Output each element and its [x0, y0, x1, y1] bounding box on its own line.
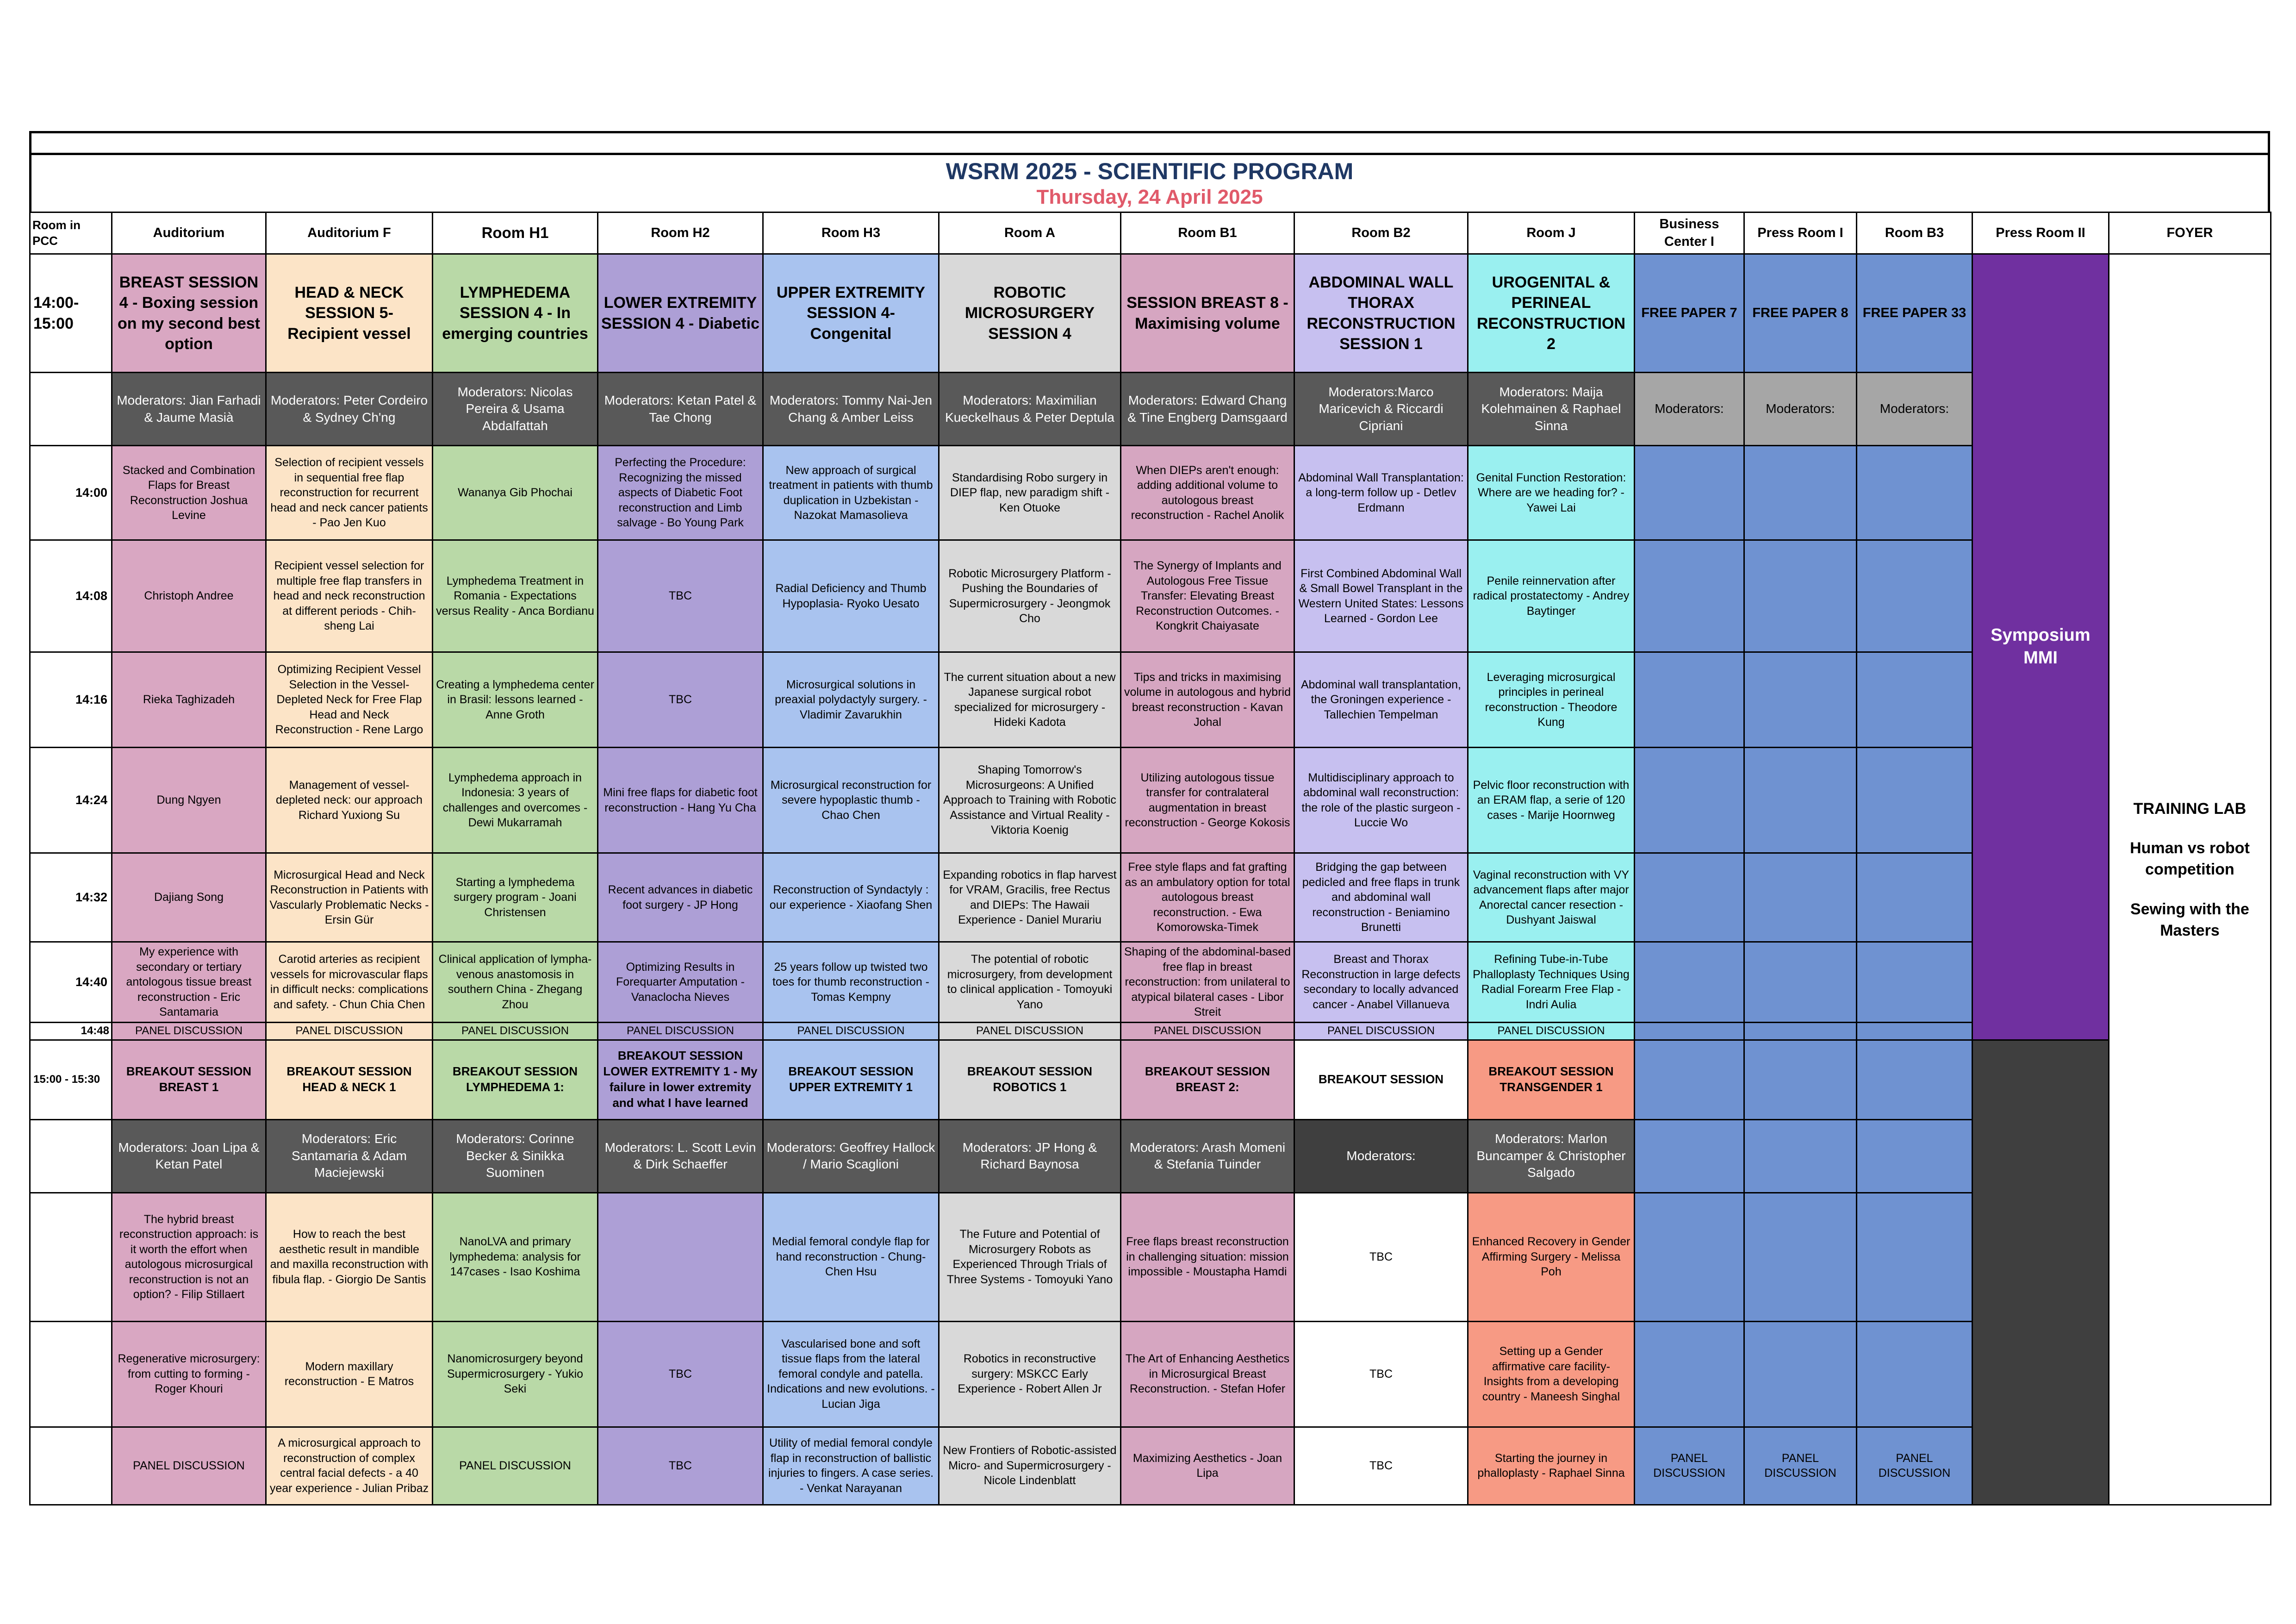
free-paper-cell	[1635, 652, 1744, 748]
moderators: Moderators: Ketan Patel & Tae Chong	[598, 373, 763, 446]
talk: Lymphedema Treatment in Romania - Expectations versus Reality - Anca Bordianu	[433, 540, 598, 652]
moderators: Moderators:	[1635, 373, 1744, 446]
session-row-2	[30, 1040, 2271, 1119]
talk: How to reach the best aesthetic result in mandible and maxilla reconstruction with fibula flap. - Giorgio De Santis	[266, 1193, 433, 1321]
empty-cell	[30, 1321, 112, 1427]
panel-discussion: PANEL DISCUSSION	[598, 1022, 763, 1040]
empty-cell	[30, 1193, 112, 1321]
panel-discussion: PANEL DISCUSSION	[433, 1022, 598, 1040]
free-paper-cell	[1635, 1022, 1744, 1040]
session-title: ABDOMINAL WALL THORAX RECONSTRUCTION SESSION 1	[1294, 254, 1468, 373]
talk: Microsurgical Head and Neck Reconstruction in Patients with Vascularly Problematic Necks - Ersin Gür	[266, 853, 433, 942]
free-paper-cell	[1744, 942, 1857, 1023]
session-title: BREAKOUT SESSION BREAST 2:	[1121, 1040, 1294, 1119]
room-header: Auditorium	[112, 212, 266, 254]
talk: Maximizing Aesthetics - Joan Lipa	[1121, 1427, 1294, 1505]
moderators: Moderators: Peter Cordeiro & Sydney Ch'ng	[266, 373, 433, 446]
free-paper-cell	[1635, 942, 1744, 1023]
room-header: Room H3	[763, 212, 939, 254]
moderators: Moderators: Tommy Nai-Jen Chang & Amber Leiss	[763, 373, 939, 446]
talk: Wananya Gib Phochai	[433, 446, 598, 540]
free-paper-cell	[1857, 446, 1972, 540]
talk: Multidisciplinary approach to abdominal wall reconstruction: the role of the plastic surgeon - Luccie Wo	[1294, 748, 1468, 853]
talk: TBC	[598, 652, 763, 748]
moderators: Moderators: Geoffrey Hallock / Mario Scaglioni	[763, 1119, 939, 1193]
session-title: BREAST SESSION 4 - Boxing session on my second best option	[112, 254, 266, 373]
symposium-label: Symposium MMI	[1991, 625, 2091, 668]
program-grid	[29, 212, 2271, 1505]
talk: Expanding robotics in flap harvest for VRAM, Gracilis, free Rectus and DIEPs: The Hawaii Experience - Daniel Murariu	[939, 853, 1121, 942]
talk: Free flaps breast reconstruction in challenging situation: mission impossible - Moustapha Hamdi	[1121, 1193, 1294, 1321]
talk: Microsurgical solutions in preaxial polydactyly surgery. - Vladimir Zavarukhin	[763, 652, 939, 748]
free-paper-cell	[1857, 748, 1972, 853]
room-header: Press Room I	[1744, 212, 1857, 254]
slot-time: 14:00	[30, 446, 112, 540]
free-paper-cell	[1635, 1040, 1744, 1119]
breakout-row	[30, 1193, 2271, 1321]
block-time: 15:00 - 15:30	[30, 1040, 112, 1119]
slot-row	[30, 942, 2271, 1023]
talk: NanoLVA and primary lymphedema: analysis for 147cases - Isao Koshima	[433, 1193, 598, 1321]
slot-row	[30, 853, 2271, 942]
talk: Radial Deficiency and Thumb Hypoplasia- Ryoko Uesato	[763, 540, 939, 652]
panel-discussion: PANEL DISCUSSION	[763, 1022, 939, 1040]
session-title: FREE PAPER 8	[1744, 254, 1857, 373]
talk: Standardising Robo surgery in DIEP flap, new paradigm shift - Ken Otuoke	[939, 446, 1121, 540]
free-paper-cell	[1744, 1321, 1857, 1427]
room-label: Room in PCC	[30, 212, 112, 254]
room-header: Room B2	[1294, 212, 1468, 254]
panel-discussion: PANEL DISCUSSION	[1294, 1022, 1468, 1040]
free-paper-cell	[1635, 1321, 1744, 1427]
talk: PANEL DISCUSSION	[112, 1427, 266, 1505]
talk: Stacked and Combination Flaps for Breast Reconstruction Joshua Levine	[112, 446, 266, 540]
talk: Dajiang Song	[112, 853, 266, 942]
moderators: Moderators: Nicolas Pereira & Usama Abdalfattah	[433, 373, 598, 446]
moderators: Moderators:	[1744, 373, 1857, 446]
talk: Starting a lymphedema surgery program - Joani Christensen	[433, 853, 598, 942]
talk: First Combined Abdominal Wall & Small Bowel Transplant in the Western United States: Lessons Learned - Gordon Lee	[1294, 540, 1468, 652]
session-title: BREAKOUT SESSION TRANSGENDER 1	[1468, 1040, 1635, 1119]
session-title: BREAKOUT SESSION BREAST 1	[112, 1040, 266, 1119]
moderators: Moderators:	[1294, 1119, 1468, 1193]
room-header: Auditorium F	[266, 212, 433, 254]
talk: Microsurgical reconstruction for severe hypoplastic thumb - Chao Chen	[763, 748, 939, 853]
moderators: Moderators: L. Scott Levin & Dirk Schaeffer	[598, 1119, 763, 1193]
talk: TBC	[598, 540, 763, 652]
talk: Utility of medial femoral condyle flap in reconstruction of ballistic injuries to fingers. A case series. - Venkat Narayanan	[763, 1427, 939, 1505]
moderators: Moderators: Marlon Buncamper & Christopher Salgado	[1468, 1119, 1635, 1193]
talk: Rieka Taghizadeh	[112, 652, 266, 748]
foyer-cell	[2109, 254, 2271, 1505]
panel-discussion: PANEL DISCUSSION	[1635, 1427, 1744, 1505]
talk	[598, 1193, 763, 1321]
session-title: FREE PAPER 7	[1635, 254, 1744, 373]
moderators: Moderators: Jian Farhadi & Jaume Masià	[112, 373, 266, 446]
talk: Robotics in reconstructive surgery: MSKCC Early Experience - Robert Allen Jr	[939, 1321, 1121, 1427]
moderators: Moderators: Joan Lipa & Ketan Patel	[112, 1119, 266, 1193]
room-header: Press Room II	[1972, 212, 2109, 254]
talk: Enhanced Recovery in Gender Affirming Surgery - Melissa Poh	[1468, 1193, 1635, 1321]
talk: Optimizing Results in Forequarter Amputation - Vanaclocha Nieves	[598, 942, 763, 1023]
talk: Leveraging microsurgical principles in perineal reconstruction - Theodore Kung	[1468, 652, 1635, 748]
moderators: Moderators: Corinne Becker & Sinikka Suominen	[433, 1119, 598, 1193]
session-title: BREAKOUT SESSION ROBOTICS 1	[939, 1040, 1121, 1119]
talk: Abdominal Wall Transplantation: a long-term follow up - Detlev Erdmann	[1294, 446, 1468, 540]
talk: New approach of surgical treatment in patients with thumb duplication in Uzbekistan - Nazokat Mamasolieva	[763, 446, 939, 540]
session-row-1	[30, 254, 2271, 373]
talk: A microsurgical approach to reconstruction of complex central facial defects - a 40 year experience - Julian Pribaz	[266, 1427, 433, 1505]
talk: Carotid arteries as recipient vessels for microvascular flaps in difficult necks: complications and safety. - Chun Chia Chen	[266, 942, 433, 1023]
slot-time: 14:32	[30, 853, 112, 942]
free-paper-cell	[1635, 446, 1744, 540]
talk: Shaping Tomorrow's Microsurgeons: A Unified Approach to Training with Robotic Assistance and Virtual Reality - Viktoria Koenig	[939, 748, 1121, 853]
talk: Dung Ngyen	[112, 748, 266, 853]
session-title: BREAKOUT SESSION HEAD & NECK 1	[266, 1040, 433, 1119]
moderators: Moderators: Edward Chang & Tine Engberg Damsgaard	[1121, 373, 1294, 446]
talk: Nanomicrosurgery beyond Supermicrosurgery - Yukio Seki	[433, 1321, 598, 1427]
free-paper-cell	[1744, 748, 1857, 853]
talk: Optimizing Recipient Vessel Selection in the Vessel-Depleted Neck for Free Flap Head and Neck Reconstruction - Rene Largo	[266, 652, 433, 748]
session-title: LYMPHEDEMA SESSION 4 - In emerging countries	[433, 254, 598, 373]
talk: Management of vessel-depleted neck: our approach Richard Yuxiong Su	[266, 748, 433, 853]
room-header: Room H1	[433, 212, 598, 254]
room-header: Room B1	[1121, 212, 1294, 254]
talk: Lymphedema approach in Indonesia: 3 years of challenges and overcomes - Dewi Mukarramah	[433, 748, 598, 853]
talk: Free style flaps and fat grafting as an ambulatory option for total autologous breast reconstruction. - Ewa Komorowska-Timek	[1121, 853, 1294, 942]
slot-time: 14:08	[30, 540, 112, 652]
session-title: UROGENITAL & PERINEAL RECONSTRUCTION 2	[1468, 254, 1635, 373]
talk: Mini free flaps for diabetic foot reconstruction - Hang Yu Cha	[598, 748, 763, 853]
talk: Utilizing autologous tissue transfer for contralateral augmentation in breast reconstruction - George Kokosis	[1121, 748, 1294, 853]
room-header: Business Center I	[1635, 212, 1744, 254]
free-paper-cell	[1744, 652, 1857, 748]
free-paper-cell	[1857, 1119, 1972, 1193]
free-paper-cell	[1635, 540, 1744, 652]
block-time: 14:00-15:00	[30, 254, 112, 373]
moderator-row-2	[30, 1119, 2271, 1193]
panel-discussion: PANEL DISCUSSION	[1121, 1022, 1294, 1040]
panel-discussion: PANEL DISCUSSION	[266, 1022, 433, 1040]
free-paper-cell	[1744, 446, 1857, 540]
talk: Creating a lymphedema center in Brasil: lessons learned - Anne Groth	[433, 652, 598, 748]
foyer-item: Human vs robot competition	[2130, 839, 2250, 879]
talk: Modern maxillary reconstruction - E Matros	[266, 1321, 433, 1427]
talk: Perfecting the Procedure: Recognizing the missed aspects of Diabetic Foot reconstruction and Limb salvage - Bo Young Park	[598, 446, 763, 540]
slot-time: 14:40	[30, 942, 112, 1023]
talk: Christoph Andree	[112, 540, 266, 652]
talk: Refining Tube-in-Tube Phalloplasty Techniques Using Radial Forearm Free Flap - Indri Aulia	[1468, 942, 1635, 1023]
talk: The hybrid breast reconstruction approach: is it worth the effort when autologous microsurgical reconstruction is not an option? - Filip Stillaert	[112, 1193, 266, 1321]
talk: Selection of recipient vessels in sequential free flap reconstruction for recurrent head and neck cancer patients - Pao Jen Kuo	[266, 446, 433, 540]
talk: TBC	[1294, 1321, 1468, 1427]
talk: TBC	[598, 1427, 763, 1505]
session-title: BREAKOUT SESSION UPPER EXTREMITY 1	[763, 1040, 939, 1119]
session-title: BREAKOUT SESSION	[1294, 1040, 1468, 1119]
page-title: WSRM 2025 - SCIENTIFIC PROGRAM	[946, 158, 1354, 184]
talk: Starting the journey in phalloplasty - Raphael Sinna	[1468, 1427, 1635, 1505]
talk: The Future and Potential of Microsurgery Robots as Experienced Through Trials of Three Systems - Tomoyuki Yano	[939, 1193, 1121, 1321]
talk: My experience with secondary or tertiary antologous tissue breast reconstruction - Eric Santamaria	[112, 942, 266, 1023]
free-paper-cell	[1857, 1321, 1972, 1427]
foyer-item: Sewing with the Masters	[2130, 900, 2249, 940]
room-header: Room A	[939, 212, 1121, 254]
session-title: LOWER EXTREMITY SESSION 4 - Diabetic	[598, 254, 763, 373]
empty-cell	[30, 1119, 112, 1193]
free-paper-cell	[1857, 1022, 1972, 1040]
slot-time: 14:16	[30, 652, 112, 748]
free-paper-cell	[1857, 1040, 1972, 1119]
talk: 25 years follow up twisted two toes for thumb reconstruction - Tomas Kempny	[763, 942, 939, 1023]
moderator-row-1	[30, 373, 2271, 446]
talk: When DIEPs aren't enough: adding additional volume to autologous breast reconstruction - Rachel Anolik	[1121, 446, 1294, 540]
empty-cell	[30, 373, 112, 446]
talk: Medial femoral condyle flap for hand reconstruction - Chung-Chen Hsu	[763, 1193, 939, 1321]
talk: TBC	[598, 1321, 763, 1427]
free-paper-cell	[1744, 1193, 1857, 1321]
free-paper-cell	[1857, 942, 1972, 1023]
talk: Reconstruction of Syndactyly : our experience - Xiaofang Shen	[763, 853, 939, 942]
slot-row	[30, 446, 2271, 540]
talk: The Synergy of Implants and Autologous Free Tissue Transfer: Elevating Breast Reconstruction Outcomes. - Kongkrit Chaiyasate	[1121, 540, 1294, 652]
slot-time: 14:48	[30, 1022, 112, 1040]
talk: The current situation about a new Japanese surgical robot specialized for microsurgery - Hideki Kadota	[939, 652, 1121, 748]
talk: TBC	[1294, 1427, 1468, 1505]
moderators: Moderators:	[1857, 373, 1972, 446]
free-paper-cell	[1635, 853, 1744, 942]
free-paper-cell	[1857, 1193, 1972, 1321]
moderators: Moderators: Eric Santamaria & Adam Maciejewski	[266, 1119, 433, 1193]
breakout-row	[30, 1427, 2271, 1505]
session-title: SESSION BREAST 8 - Maximising volume	[1121, 254, 1294, 373]
room-header: Room B3	[1857, 212, 1972, 254]
slot-time: 14:24	[30, 748, 112, 853]
free-paper-cell	[1744, 1022, 1857, 1040]
title-bar	[29, 153, 2270, 212]
talk: Breast and Thorax Reconstruction in large defects secondary to locally advanced cancer - Anabel Villanueva	[1294, 942, 1468, 1023]
panel-discussion: PANEL DISCUSSION	[1857, 1427, 1972, 1505]
talk: Abdominal wall transplantation, the Groningen experience - Tallechien Tempelman	[1294, 652, 1468, 748]
talk: PANEL DISCUSSION	[433, 1427, 598, 1505]
session-title: BREAKOUT SESSION LYMPHEDEMA 1:	[433, 1040, 598, 1119]
room-header: Room H2	[598, 212, 763, 254]
header-row	[30, 212, 2271, 254]
talk: Robotic Microsurgery Platform - Pushing the Boundaries of Supermicrosurgery - Jeongmok Cho	[939, 540, 1121, 652]
slot-row	[30, 748, 2271, 853]
free-paper-cell	[1635, 748, 1744, 853]
free-paper-cell	[1635, 1119, 1744, 1193]
free-paper-cell	[1744, 853, 1857, 942]
moderators: Moderators: Arash Momeni & Stefania Tuinder	[1121, 1119, 1294, 1193]
free-paper-cell	[1857, 652, 1972, 748]
moderators: Moderators:Marco Maricevich & Riccardi Cipriani	[1294, 373, 1468, 446]
session-title: BREAKOUT SESSION LOWER EXTREMITY 1 - My failure in lower extremity and what I have learned	[598, 1040, 763, 1119]
talk: Pelvic floor reconstruction with an ERAM flap, a serie of 120 cases - Marije Hoornweg	[1468, 748, 1635, 853]
talk: Setting up a Gender affirmative care facility- Insights from a developing country - Maneesh Singhal	[1468, 1321, 1635, 1427]
session-title: FREE PAPER 33	[1857, 254, 1972, 373]
talk: Vaginal reconstruction with VY advancement flaps after major Anorectal cancer resection - Dushyant Jaiswal	[1468, 853, 1635, 942]
session-title: HEAD & NECK SESSION 5- Recipient vessel	[266, 254, 433, 373]
panel-discussion: PANEL DISCUSSION	[939, 1022, 1121, 1040]
session-title: UPPER EXTREMITY SESSION 4- Congenital	[763, 254, 939, 373]
symposium-cell	[1972, 254, 2109, 1040]
talk: The potential of robotic microsurgery, from development to clinical application - Tomoyuki Yano	[939, 942, 1121, 1023]
talk: Tips and tricks in maximising volume in autologous and hybrid breast reconstruction - Kavan Johal	[1121, 652, 1294, 748]
talk: New Frontiers of Robotic-assisted Micro- and Supermicrosurgery - Nicole Lindenblatt	[939, 1427, 1121, 1505]
free-paper-cell	[1744, 1040, 1857, 1119]
talk: Regenerative microsurgery: from cutting to forming - Roger Khouri	[112, 1321, 266, 1427]
room-header: Room J	[1468, 212, 1635, 254]
talk: Genital Function Restoration: Where are we heading for? - Yawei Lai	[1468, 446, 1635, 540]
foyer-item: TRAINING LAB	[2133, 800, 2246, 818]
talk: TBC	[1294, 1193, 1468, 1321]
free-paper-cell	[1635, 1193, 1744, 1321]
free-paper-cell	[1857, 540, 1972, 652]
talk: Bridging the gap between pedicled and free flaps in trunk and abdominal wall reconstruction - Beniamino Brunetti	[1294, 853, 1468, 942]
free-paper-cell	[1857, 853, 1972, 942]
panel-row	[30, 1022, 2271, 1040]
talk: Recent advances in diabetic foot surgery - JP Hong	[598, 853, 763, 942]
moderators: Moderators: Maija Kolehmainen & Raphael Sinna	[1468, 373, 1635, 446]
panel-discussion: PANEL DISCUSSION	[1468, 1022, 1635, 1040]
talk: Clinical application of lympha-venous anastomosis in southern China - Zhegang Zhou	[433, 942, 598, 1023]
talk: The Art of Enhancing Aesthetics in Microsurgical Breast Reconstruction. - Stefan Hofer	[1121, 1321, 1294, 1427]
breakout-row	[30, 1321, 2271, 1427]
slot-row	[30, 652, 2271, 748]
room-header: FOYER	[2109, 212, 2271, 254]
moderators: Moderators: Maximilian Kueckelhaus & Peter Deptula	[939, 373, 1121, 446]
free-paper-cell	[1744, 540, 1857, 652]
panel-discussion: PANEL DISCUSSION	[112, 1022, 266, 1040]
talk: Shaping of the abdominal-based free flap in breast reconstruction: from unilateral to atypical bilateral cases - Libor Streit	[1121, 942, 1294, 1023]
empty-cell	[30, 1427, 112, 1505]
panel-discussion: PANEL DISCUSSION	[1744, 1427, 1857, 1505]
press-room-block	[1972, 1040, 2109, 1505]
free-paper-cell	[1744, 1119, 1857, 1193]
session-title: ROBOTIC MICROSURGERY SESSION 4	[939, 254, 1121, 373]
slot-row	[30, 540, 2271, 652]
talk: Penile reinnervation after radical prostatectomy - Andrey Baytinger	[1468, 540, 1635, 652]
moderators: Moderators: JP Hong & Richard Baynosa	[939, 1119, 1121, 1193]
talk: Recipient vessel selection for multiple free flap transfers in head and neck reconstruction at different periods - Chih-sheng Lai	[266, 540, 433, 652]
talk: Vascularised bone and soft tissue flaps from the lateral femoral condyle and patella. Indications and new evolutions. - Lucian Jiga	[763, 1321, 939, 1427]
page-date: Thursday, 24 April 2025	[1036, 186, 1263, 208]
